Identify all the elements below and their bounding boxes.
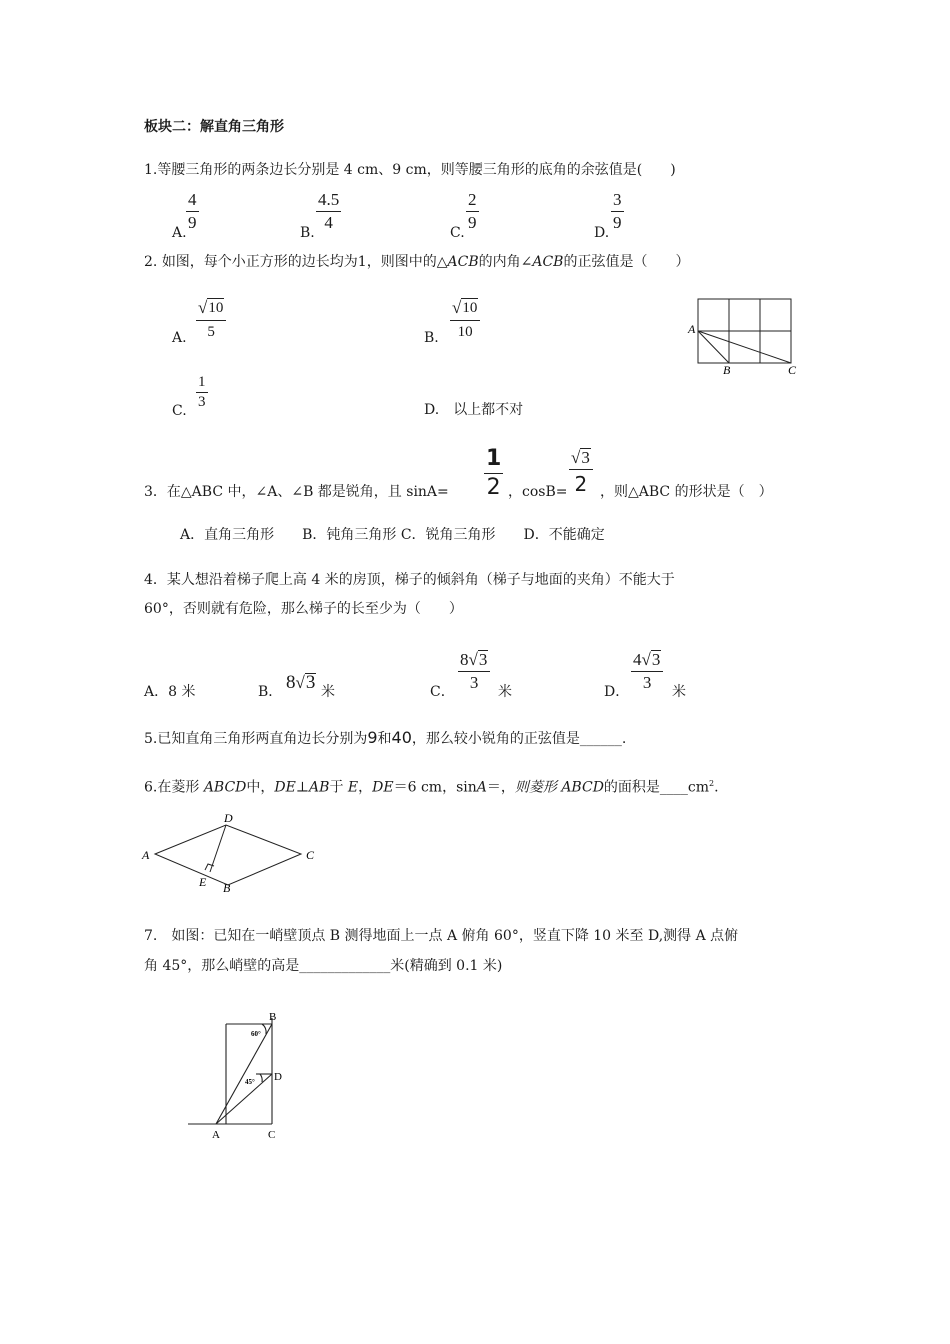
q4-option-d-label: D． [604, 684, 630, 700]
q4-option-a: A．8 米 [144, 684, 196, 700]
q6-part: ＝6 cm，sin [393, 779, 477, 796]
q6-part: 于 [329, 779, 348, 796]
q4-option-c-unit: 米 [498, 684, 512, 700]
q1-option-a-label: A. [172, 225, 187, 241]
denominator: 10 [457, 324, 473, 340]
segment-ac [698, 331, 791, 363]
q2-option-d-text: 以上都不对 [453, 402, 524, 418]
sqrt-icon: √ [295, 673, 305, 692]
numerator [450, 298, 480, 321]
denominator: 2 [574, 472, 588, 496]
q1-option-d-label: D. [594, 225, 610, 241]
q3-sina-fraction [484, 446, 503, 501]
denominator: 5 [207, 324, 215, 340]
q6-text [144, 775, 719, 797]
q2-text-c: 的正弦值是（ ） [563, 254, 690, 270]
q6-de: DE [372, 779, 394, 796]
q3-stem-b: ，则△ABC 的形状是（ ） [600, 484, 773, 500]
q6-a: A [476, 779, 487, 796]
q1-option-d-fraction [611, 190, 624, 233]
q2-number: 2. [144, 254, 158, 270]
sqrt-icon: √ [198, 298, 208, 317]
sqrt-icon: √ [641, 650, 651, 669]
numerator: 1 [484, 446, 503, 474]
q6-superscript: 2 [709, 779, 715, 788]
q6-ab: AB [309, 779, 330, 796]
q5-number-2: 40 [391, 728, 412, 747]
segment-ad [216, 1074, 272, 1124]
q6-part: 6.在菱形 [144, 779, 204, 796]
angle-45-arc [260, 1074, 262, 1082]
q2-acb-2: ACB [532, 254, 564, 270]
q5-text [144, 729, 626, 748]
q5-number-1: 9 [367, 728, 378, 747]
q2-option-a-fraction [196, 298, 226, 342]
q6-part: . [714, 779, 719, 796]
section-title: 板块二：解直角三角形 [144, 119, 284, 135]
q6-rhombus-figure [140, 810, 330, 896]
angle-45-label: 45° [245, 1078, 255, 1086]
q2-text-a: 如图，每个小正方形的边长均为1，则图中的△ [161, 254, 448, 270]
q4-option-b-value [286, 672, 316, 694]
q6-part: ＝， [486, 779, 515, 796]
q4-line-2: 60°，否则就有危险，那么梯子的长至少为（ ） [144, 601, 463, 617]
q3-options: A．直角三角形 B．钝角三角形 C．锐角三角形 D．不能确定 [180, 527, 605, 543]
q1-option-c-fraction [466, 190, 479, 233]
numerator [631, 650, 663, 672]
q2-option-b-label: B. [424, 330, 439, 346]
q4-line-1: 4．某人想沿着梯子爬上高 4 米的房顶，梯子的倾斜角（梯子与地面的夹角）不能大于 [144, 572, 675, 588]
q4-option-b-unit: 米 [321, 684, 335, 700]
q4-option-b-label: B． [258, 684, 283, 700]
q6-part: 的面积是____cm [603, 779, 710, 796]
rhombus [155, 825, 301, 885]
q1-option-c-label: C. [450, 225, 465, 241]
q2-option-c-label: C. [172, 403, 187, 419]
sqrt-icon: √ [452, 298, 462, 317]
denominator: 3 [198, 394, 206, 410]
q6-e: E [347, 779, 359, 796]
point-d-label: D [224, 811, 233, 825]
denominator: 2 [486, 475, 501, 500]
numerator: 1 [196, 374, 208, 393]
numerator: 4.5 [316, 190, 341, 212]
angle-60-label: 60° [251, 1030, 261, 1038]
point-e-label: E [199, 875, 207, 889]
q2-option-d [424, 401, 523, 419]
point-a-label: A [142, 848, 150, 862]
q5-pre: 5.已知直角三角形两直角边长分别为 [144, 731, 368, 747]
q2-option-b-fraction [450, 298, 480, 342]
segment-ab [698, 331, 729, 363]
radicand: 3 [581, 448, 590, 467]
q1-option-b-label: B. [300, 225, 315, 241]
q1-option-a-fraction [186, 190, 199, 233]
q2-option-c-fraction [196, 374, 208, 411]
q6-part: 则菱形 ABCD [514, 779, 604, 796]
point-b-label: B [723, 363, 731, 377]
q1-stem: 1.等腰三角形的两条边长分别是 4 cm、9 cm，则等腰三角形的底角的余弦值是( ) [144, 162, 676, 178]
q6-perp: ⊥ [295, 779, 310, 796]
denominator: 3 [642, 673, 652, 692]
q2-option-d-label: D. [424, 402, 440, 418]
denominator: 9 [468, 213, 477, 232]
q7-line-1: 7. 如图：已知在一峭壁顶点 B 测得地面上一点 A 俯角 60°，竖直下降 10 米至 D,测得 A 点俯 [144, 928, 739, 944]
q6-de: DE [274, 779, 296, 796]
q5-mid: 和 [377, 731, 392, 747]
numerator [458, 650, 490, 672]
point-a-label: A [212, 1129, 220, 1141]
point-c-label: C [268, 1129, 276, 1141]
q6-part: ， [358, 779, 373, 796]
numerator [569, 448, 593, 470]
point-b-label: B [269, 1011, 277, 1023]
coefficient: 8 [286, 672, 296, 693]
denominator: 9 [613, 213, 622, 232]
point-c-label: C [306, 848, 315, 862]
point-c-label: C [788, 363, 797, 377]
point-b-label: B [223, 881, 231, 895]
denominator: 3 [469, 673, 479, 692]
radicand: 3 [478, 650, 488, 669]
sqrt-icon: √ [571, 448, 581, 467]
q2-text-b: 的内角∠ [478, 254, 533, 270]
q4-option-c-label: C． [430, 684, 455, 700]
q3-cosb-fraction [569, 448, 593, 497]
q2-option-a-label: A. [172, 330, 187, 346]
angle-60-arc [262, 1024, 266, 1034]
numerator: 2 [466, 190, 479, 212]
q3-cosb-label: ，cosB= [508, 484, 568, 500]
q1-option-b-fraction [316, 190, 341, 233]
q4-option-d-fraction [631, 650, 663, 693]
q4-option-c-fraction [458, 650, 490, 693]
q5-post: ，那么较小锐角的正弦值是______. [411, 731, 627, 747]
sqrt-icon: √ [468, 650, 478, 669]
numerator [196, 298, 226, 321]
numerator: 3 [611, 190, 624, 212]
q4-option-d-unit: 米 [672, 684, 686, 700]
q2-stem [144, 253, 689, 271]
coefficient: 8 [460, 650, 469, 669]
denominator: 9 [188, 213, 197, 232]
q6-part: 中， [246, 779, 275, 796]
q7-cliff-figure [180, 1004, 300, 1144]
denominator: 4 [324, 213, 333, 232]
coefficient: 4 [633, 650, 642, 669]
radicand: 3 [305, 672, 316, 693]
q6-abcd: ABCD [203, 779, 247, 796]
q3-stem-a: 3．在△ABC 中，∠A、∠B 都是锐角，且 sinA= [144, 484, 449, 500]
q7-line-2: 角 45°，那么峭壁的高是_____________米(精确到 0.1 米) [144, 958, 503, 974]
point-a-label: A [688, 322, 696, 336]
radicand: 10 [462, 300, 478, 316]
numerator: 4 [186, 190, 199, 212]
radicand: 10 [208, 300, 224, 316]
q2-acb-1: ACB [447, 254, 479, 270]
q2-grid-figure [684, 294, 804, 378]
radicand: 3 [651, 650, 661, 669]
point-d-label: D [274, 1071, 282, 1083]
